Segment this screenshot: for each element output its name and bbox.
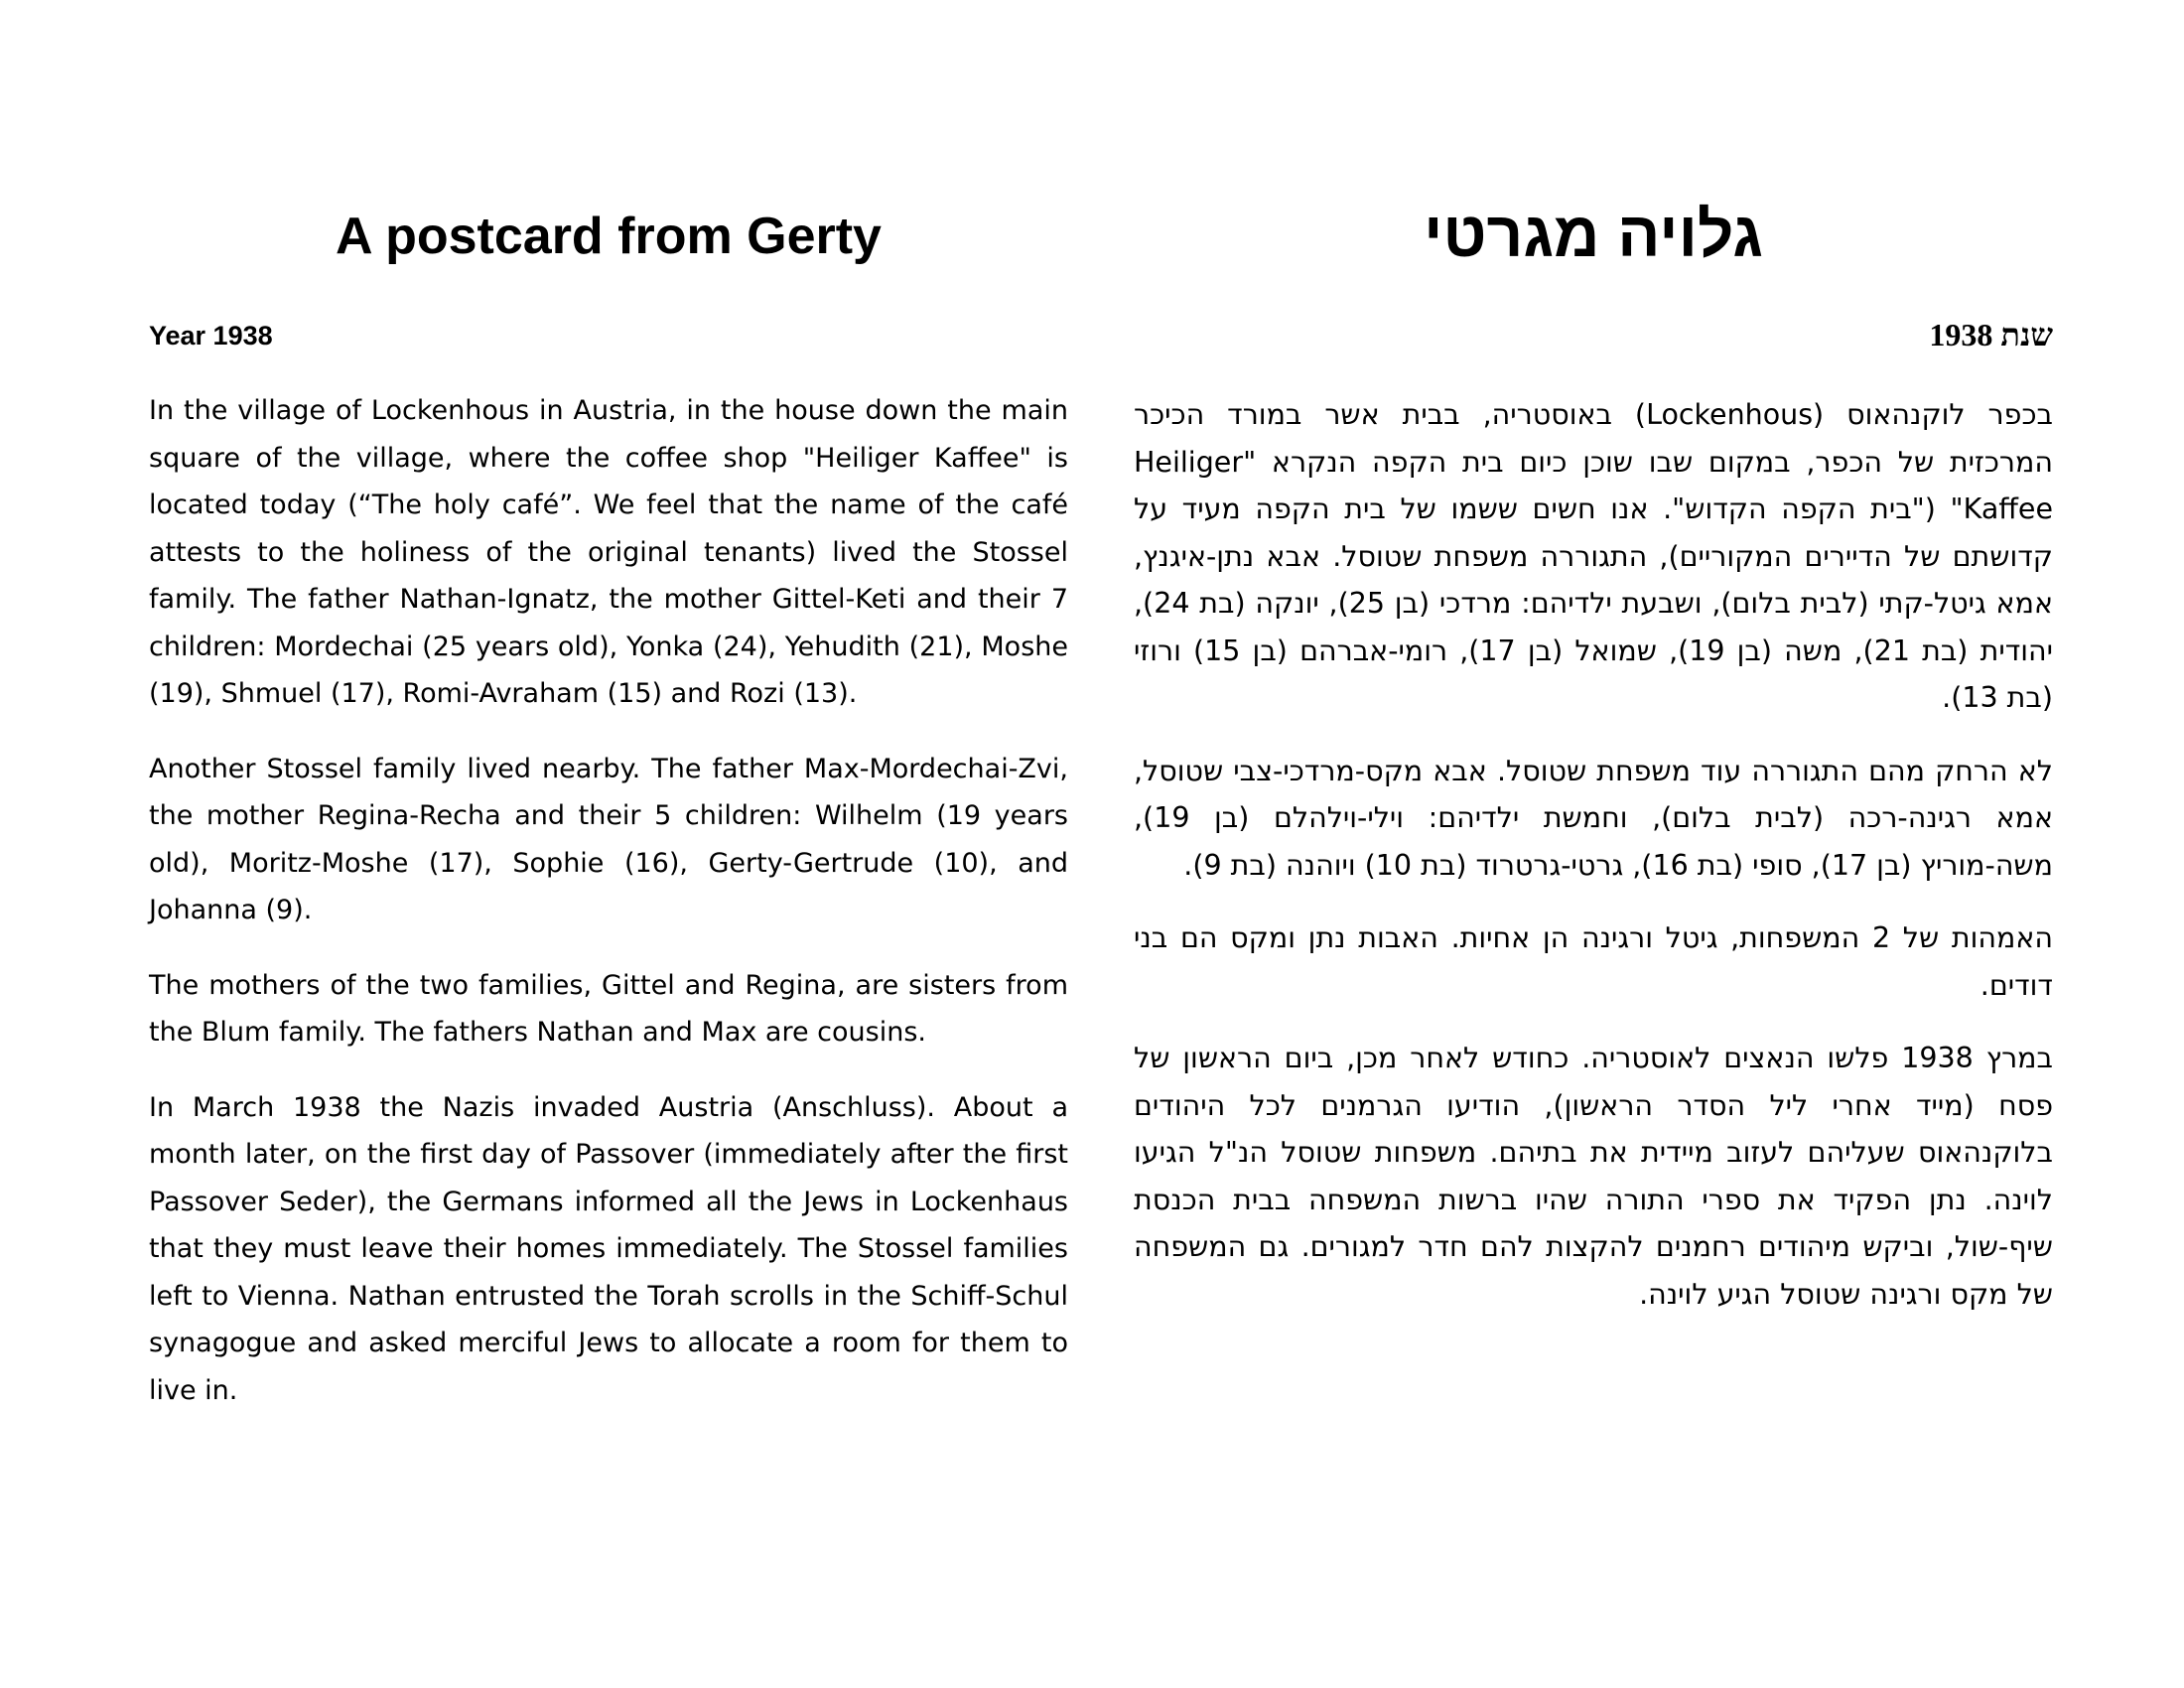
english-title: A postcard from Gerty (336, 208, 882, 265)
english-body (149, 387, 1068, 1442)
english-paragraph: In the village of Lockenhous in Austria, in the house down the main square of the village, where the coffee shop "Heiliger Kaffee" is located today (“The holy café”. We feel that the name of the café attests to the holiness of the original tenants) lived the Stossel family. The father Nathan-Ignatz, the mother Gittel-Keti and their 7 children: Mordechai (25 years old), Yonka (24), Yehudith (21), Moshe (19), Shmuel (17), Romi-Avraham (15) and Rozi (13). (149, 395, 1068, 709)
hebrew-paragraph: במרץ 1938 פלשו הנאצים לאוסטריה. כחודש לאחר מכן, ביום הראשון של פסח (מייד אחרי ליל הסדר הראשון), הודיעו הגרמנים לכל היהודים בלוקנהאוס שעליהם לעזוב מיידית את בתיהם. משפחות שטוסל הנ"ל הגיעו לוינה. נתן הפקיד את ספרי התורה שהיו ברשות המשפחה בבית הכנסת שיף-שול, וביקש מיהודים רחמנים להקצות להם חדר למגורים. גם המשפחה של מקס ורגינה שטוסל הגיע לוינה. (1134, 1042, 2053, 1311)
hebrew-paragraph: בכפר לוקנהאוס (Lockenhous) באוסטריה, בבית אשר במורד הכיכר המרכזית של הכפר, במקום שבו שוכן כיום בית הקפה הנקרא "Heiliger Kaffee" ("בית הקפה הקדוש". אנו חשים ששמו של בית הקפה מעיד על קדושתם של הדיירים המקוריים), התגוררה משפחת שטוסל. אבא נתן-איגנץ, אמא גיטל-קתי (לבית בלום), ושבעת ילדיהם: מרדכי (בן 25), יונקה (בת 24), יהודית (בת 21), משה (בן 19), שמואל (בן 17), רומי-אברהם (בן 15) ורוזי (בת 13). (1134, 398, 2054, 714)
english-paragraph: In March 1938 the Nazis invaded Austria (Anschluss). About a month later, on the first day of Passover (immediately after the first Passover Seder), the Germans informed all the Jews in Lockenhaus that they must leave their homes immediately. The Stossel families left to Vienna. Nathan entrusted the Torah scrolls in the Schiff-Schul synagogue and asked merciful Jews to allocate a room for them to live in. (149, 1091, 1068, 1406)
hebrew-body (1134, 391, 2053, 1343)
hebrew-title: גלויה מגרטי (1424, 199, 1763, 270)
english-paragraph: Another Stossel family lived nearby. The father Max-Mordechai-Zvi, the mother Regina-Recha and their 5 children: Wilhelm (19 years old), Moritz-Moshe (17), Sophie (16), Gerty-Gertrude (10), and Johanna (9). (149, 753, 1068, 925)
english-paragraph: The mothers of the two families, Gittel and Regina, are sisters from the Blum family. The fathers Nathan and Max are cousins. (149, 969, 1068, 1048)
hebrew-paragraph: לא הרחק מהם התגוררה עוד משפחת שטוסל. אבא מקס-מרדכי-צבי שטוסל, אמא רגינה-רכה (לבית בלום), וחמשת ילדיהם: וילי-וילהלם (בן 19), משה-מוריץ (בן 17), סופי (בת 16), גרטי-גרטרוד (בת 10) ויוהנה (בת 9). (1134, 754, 2053, 882)
english-year-heading: Year 1938 (149, 321, 273, 351)
hebrew-year-heading: שנת 1938 (1929, 317, 2053, 352)
hebrew-paragraph: האמהות של 2 המשפחות, גיטל ורגינה הן אחיות. האבות נתן ומקס הם בני דודים. (1134, 921, 2053, 1002)
